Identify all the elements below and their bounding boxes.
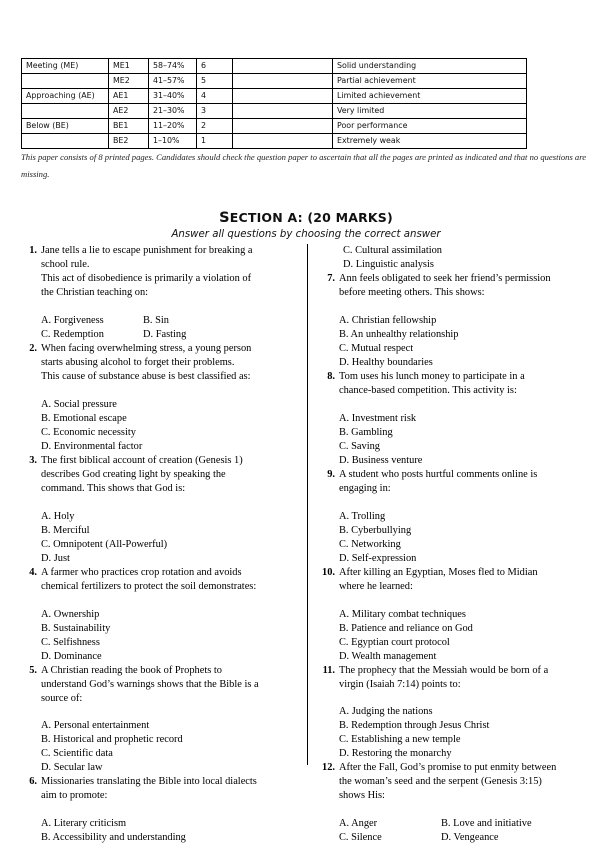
cell-descriptor: Very limited [333,104,527,119]
option-d[interactable]: D. Just [41,552,70,564]
stem-line: Tom uses his lunch money to participate in a [339,370,525,382]
question-stem [41,244,293,300]
cell-blank [233,74,333,89]
question-options [339,497,591,566]
question-5 [21,664,293,776]
question-number: 9. [327,468,335,480]
question-7 [319,272,591,370]
question-options [41,804,293,845]
stem-line: Jane tells a lie to escape punishment for breaking a [41,245,253,256]
question-stem [41,664,293,706]
table-row [22,89,527,104]
grading-table [21,58,527,149]
question-options [41,385,293,454]
option-c[interactable]: C. Omnipotent (All-Powerful) [41,538,168,550]
question-stem [41,342,293,384]
option-b[interactable]: B. Accessibility and understanding [41,832,186,844]
questions-column-right [319,244,591,845]
option-d[interactable]: D. Dominance [41,650,102,662]
stem-line: before meeting others. This shows: [339,286,485,298]
cell-code: AE2 [109,104,149,119]
question-stem [339,272,591,300]
question-9 [319,468,591,566]
stem-line: starts abusing alcohol to forget their problems. [41,356,235,368]
stem-line: After the Fall, God’s promise to put enmity between [339,762,557,774]
option-c[interactable]: C. Selfishness [41,636,100,648]
cell-score: 1 [197,134,233,149]
question-number: 5. [29,664,37,676]
stem-line: the Christian teaching on: [41,286,149,298]
option-b[interactable]: B. Love and initiative [441,818,532,830]
option-a[interactable]: A. Social pressure [41,398,117,410]
option-a[interactable]: A. Anger [339,818,378,830]
cell-range: 1–10% [149,134,197,149]
question-number: 6. [29,776,37,788]
question-4 [21,566,293,664]
stem-line: virgin (Isaiah 7:14) points to: [339,678,461,690]
cell-code: BE2 [109,134,149,149]
question-number: 3. [29,454,37,466]
option-c[interactable]: C. Scientific data [41,748,113,760]
option-c[interactable]: C. Cultural assimilation [343,245,442,256]
cell-blank [233,89,333,104]
cell-code: AE1 [109,89,149,104]
question-number: 8. [327,370,335,382]
column-divider [307,244,308,765]
option-c[interactable]: C. Economic necessity [41,426,136,438]
stem-line: Ann feels obligated to seek her friend’s permission [339,272,551,284]
stem-line: chemical fertilizers to protect the soil demonstrates: [41,580,257,592]
option-a[interactable]: A. Ownership [41,608,100,620]
stem-line: A Christian reading the book of Prophets to [41,664,222,676]
option-b[interactable]: B. Cyberbullying [339,524,412,536]
question-stem [339,468,591,496]
printed-pages-note: This paper consists of 8 printed pages. Candidates should check the question paper to ascertain that all the pages are printed as indicated and that no questions are missing. [21,152,587,179]
section-title [0,210,612,226]
questions-column-left [21,244,293,845]
cell-score: 6 [197,59,233,74]
cell-range: 31–40% [149,89,197,104]
option-a[interactable]: A. Military combat techniques [339,608,466,620]
stem-line: chance-based competition. This activity is: [339,384,517,396]
option-d[interactable]: D. Secular law [41,762,103,774]
cell-score: 2 [197,119,233,134]
cell-descriptor: Limited achievement [333,89,527,104]
option-b[interactable]: B. Sustainability [41,622,111,634]
option-row [339,817,591,831]
question-8 [319,370,591,468]
cell-blank [233,59,333,74]
cell-descriptor: Extremely weak [333,134,527,149]
question-stem [41,454,293,496]
table-row [22,119,527,134]
section-instruction: Answer all questions by choosing the correct answer [171,229,441,240]
option-a[interactable]: A. Holy [41,510,75,522]
option-b[interactable]: B. Patience and reliance on God [339,622,473,634]
cell-blank [233,104,333,119]
stem-line: understand God’s warnings shows that the Bible is a [41,678,259,690]
cell-code: ME2 [109,74,149,89]
option-d[interactable]: D. Vengeance [441,832,499,844]
option-b[interactable]: B. Sin [143,314,169,326]
option-c[interactable]: C. Redemption [41,328,104,340]
stem-line: When facing overwhelming stress, a young person [41,342,252,354]
option-d[interactable]: D. Self-expression [339,552,417,564]
stem-line: where he learned: [339,580,413,592]
option-b[interactable]: B. Emotional escape [41,412,127,424]
stem-line: engaging in: [339,482,391,494]
question-stem [41,566,293,594]
cell-band: Approaching (AE) [22,89,109,104]
stem-line: aim to promote: [41,790,108,802]
option-d[interactable]: D. Business venture [339,454,423,466]
cell-band: Below (BE) [22,119,109,134]
option-b[interactable]: B. Historical and prophetic record [41,734,183,746]
option-d[interactable]: D. Wealth management [339,650,437,662]
question-2 [21,342,293,454]
question-options [339,399,591,468]
stem-line: Missionaries translating the Bible into local dialects [41,776,257,788]
cell-code: ME1 [109,59,149,74]
cell-blank [233,119,333,134]
question-options [339,693,591,762]
question-options [339,301,591,370]
cell-descriptor: Solid understanding [333,59,527,74]
option-c[interactable]: C. Egyptian court protocol [339,636,450,648]
option-a[interactable]: A. Judging the nations [339,706,433,718]
cell-band [22,104,109,119]
cell-descriptor: Poor performance [333,119,527,134]
stem-line: A student who posts hurtful comments online is [339,468,538,480]
question-number: 10. [322,566,335,578]
question-12 [319,761,591,845]
option-c[interactable]: C. Establishing a new temple [339,734,461,746]
section-title-initial: S [219,210,230,226]
option-d[interactable]: D. Environmental factor [41,440,143,452]
option-b[interactable]: B. Redemption through Jesus Christ [339,720,490,732]
option-b[interactable]: B. Merciful [41,524,90,536]
question-stem [41,775,293,803]
questions-area [21,244,591,844]
question-options [339,595,591,664]
question-options [41,497,293,566]
stem-line: source of: [41,692,83,704]
question-3 [21,454,293,566]
cell-range: 58–74% [149,59,197,74]
question-6-options-continued [319,244,591,272]
question-10 [319,566,591,664]
question-number: 12. [322,762,335,774]
option-row [41,314,293,328]
cell-score: 3 [197,104,233,119]
grading-table-container [21,58,526,149]
stem-line: After killing an Egyptian, Moses fled to Midian [339,566,538,578]
question-11 [319,664,591,762]
table-row [22,104,527,119]
option-row [339,831,591,845]
option-a[interactable]: A. Christian fellowship [339,314,437,326]
section-title-rest: ECTION A: (20 MARKS) [229,210,393,225]
cell-code: BE1 [109,119,149,134]
option-row [41,328,293,342]
question-options [41,595,293,664]
question-number: 2. [29,342,37,354]
stem-line: describes God creating light by speaking the [41,468,226,480]
option-b[interactable]: B. Gambling [339,426,393,438]
option-d[interactable]: D. Linguistic analysis [343,258,434,270]
question-stem [339,761,591,803]
question-number: 7. [327,272,335,284]
cell-band: Meeting (ME) [22,59,109,74]
option-c[interactable]: C. Silence [339,832,382,844]
cell-band [22,134,109,149]
stem-line: school rule. [41,258,90,270]
stem-line: command. This shows that God is: [41,482,186,494]
option-c[interactable]: C. Mutual respect [339,342,414,354]
cell-score: 4 [197,89,233,104]
stem-line: shows His: [339,790,385,802]
question-number: 4. [29,566,37,578]
question-stem [339,664,591,692]
table-row [22,59,527,74]
stem-line: The first biblical account of creation (Genesis 1) [41,454,243,466]
cell-score: 5 [197,74,233,89]
option-a[interactable]: A. Literary criticism [41,818,127,830]
question-options [339,804,591,845]
stem-line: This cause of substance abuse is best classified as: [41,370,251,382]
table-row [22,134,527,149]
option-d[interactable]: D. Restoring the monarchy [339,748,452,760]
stem-line: The prophecy that the Messiah would be born of a [339,664,549,676]
stem-line: This act of disobedience is primarily a violation of [41,272,252,284]
cell-blank [233,134,333,149]
question-stem [339,566,591,594]
question-1 [21,244,293,342]
option-c[interactable]: C. Saving [339,440,380,452]
option-d[interactable]: D. Healthy boundaries [339,356,433,368]
cell-descriptor: Partial achievement [333,74,527,89]
option-a[interactable]: A. Trolling [339,510,386,522]
option-a[interactable]: A. Personal entertainment [41,720,150,732]
table-row [22,74,527,89]
question-6 [21,775,293,845]
option-a[interactable]: A. Forgiveness [41,314,104,326]
question-options [41,301,293,342]
stem-line: the woman’s seed and the serpent (Genesis 3:15) [339,776,542,788]
cell-range: 41–57% [149,74,197,89]
question-stem [339,370,591,398]
cell-range: 21–30% [149,104,197,119]
option-a[interactable]: A. Investment risk [339,412,417,424]
question-options [41,706,293,775]
cell-range: 11–20% [149,119,197,134]
stem-line: A farmer who practices crop rotation and avoids [41,566,242,578]
option-b[interactable]: B. An unhealthy relationship [339,328,459,340]
question-number: 1. [29,245,37,256]
cell-band [22,74,109,89]
option-c[interactable]: C. Networking [339,538,401,550]
question-number: 11. [322,664,335,676]
option-d[interactable]: D. Fasting [143,328,187,340]
